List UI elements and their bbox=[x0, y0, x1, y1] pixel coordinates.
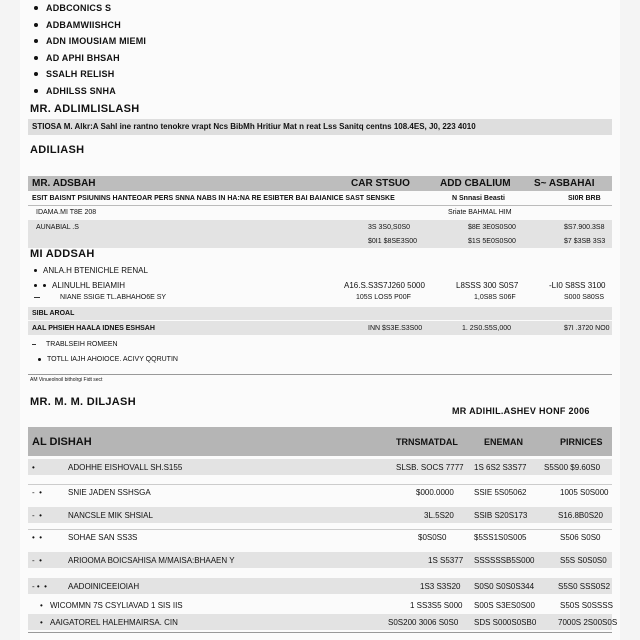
row-cell-2: SSSSSSB5S000 bbox=[474, 555, 535, 565]
bullet-item bbox=[34, 17, 146, 34]
sub-item bbox=[38, 356, 178, 363]
bullet-dot bbox=[34, 23, 38, 27]
row-cell-3: 1005 S0S000 bbox=[560, 488, 609, 497]
bullet-text: ADBCONICS S bbox=[46, 3, 112, 14]
table1-header-col1: CAR STSUO bbox=[351, 178, 410, 189]
sub-item bbox=[32, 341, 118, 348]
row-label: ARIOOMA BOICSAHISA M/MAISA:BHAAEN Y bbox=[68, 555, 235, 565]
table2-header-col3: PIRNICES bbox=[560, 436, 603, 447]
bullet-dot bbox=[34, 72, 38, 76]
table-row bbox=[28, 484, 612, 500]
bullet-text: ADN IMOUSIAM MIEMI bbox=[46, 36, 147, 47]
bullet-text: AD APHI BHSAH bbox=[46, 52, 120, 63]
bullet-dot bbox=[34, 284, 37, 287]
sub-item-label: TOTLL IAJH AHOIOCE. ACIVY QQRUTIN bbox=[47, 356, 178, 363]
sub-item-label: ALINULHL BEIAMIH bbox=[52, 281, 126, 290]
row-cell-1: $000.0000 bbox=[416, 488, 454, 497]
row-label: SNIE JADEN SSHSGA bbox=[68, 488, 151, 497]
sub-item bbox=[34, 294, 612, 301]
bullet-dot bbox=[34, 56, 38, 60]
table-row bbox=[28, 507, 612, 523]
bullet-dot bbox=[34, 269, 37, 272]
section-heading-4-right: MR ADIHIL.ASHEV HONF 2006 bbox=[452, 406, 590, 416]
table2-header-col1: TRNSMATDAL bbox=[396, 436, 458, 447]
total-row-c1: INN $S3E.S3S00 bbox=[368, 324, 423, 332]
info-band bbox=[28, 119, 612, 135]
row-cell-2: 1S 6S2 S3S77 bbox=[474, 462, 527, 472]
row-marker: - • • bbox=[32, 581, 47, 591]
row-cell-1: SLSB. SOCS 7777 bbox=[396, 462, 464, 472]
total-row-c2: 1. 2S0.S5S,000 bbox=[462, 324, 512, 332]
row-label: NANCSLE MIK SHSIAL bbox=[68, 510, 153, 520]
table-row bbox=[28, 614, 618, 630]
row-cell-1: S0S200 3006 S0S0 bbox=[388, 617, 459, 627]
sub-item-c1: A16.S.S3S7J260 5000 bbox=[344, 281, 425, 290]
total-row bbox=[28, 321, 612, 335]
row-cell-3: $S7.900.3S8 bbox=[564, 223, 605, 231]
divider bbox=[28, 632, 612, 633]
divider bbox=[28, 374, 612, 375]
table-row bbox=[28, 529, 612, 545]
table-row bbox=[28, 552, 612, 568]
table2-header-col0: AL DISHAH bbox=[32, 435, 92, 448]
row-label: WICOMMN 7S CSYLIAVAD 1 SIS IIS bbox=[50, 600, 183, 610]
bullet-text: SSALH RELISH bbox=[46, 69, 115, 80]
row-cell-1: 1S3 S3S20 bbox=[420, 581, 461, 591]
row-cell-2: S00S S3ES0S00 bbox=[474, 600, 535, 610]
table-row bbox=[28, 220, 612, 234]
sub-item-c2: 1,0S8S S06F bbox=[474, 294, 516, 301]
table1-header-col0: MR. ADSBAH bbox=[32, 178, 96, 189]
row-cell-3: S5S S0S0S0 bbox=[560, 555, 607, 565]
sub-item bbox=[34, 266, 148, 275]
row-cell-3: 7000S 2S00S0S bbox=[558, 617, 618, 627]
row-marker: - • bbox=[32, 510, 42, 520]
sub-item-label: ANLA.H BTENICHLE RENAL bbox=[43, 266, 148, 275]
bullet-item bbox=[34, 66, 146, 83]
footnote: AM Vinueolnoil bitholrgi Fidt sect bbox=[30, 377, 103, 383]
row-cell-2: $8E 3E0S0S00 bbox=[468, 223, 516, 231]
sub-item-c1: 105S LOS5 P00F bbox=[356, 294, 411, 301]
row-cell-2: Sriate BAHMAL HIM bbox=[448, 209, 512, 216]
row-marker: • bbox=[40, 600, 43, 610]
bullet-dot bbox=[34, 89, 38, 93]
document-page bbox=[20, 0, 620, 640]
bullet-item bbox=[34, 83, 146, 100]
dash-marker bbox=[34, 297, 40, 298]
bullet-item bbox=[34, 50, 146, 67]
table-row bbox=[28, 234, 612, 248]
table-row bbox=[28, 597, 612, 613]
table1-header-col2: ADD CBALIUM bbox=[440, 178, 511, 189]
row-marker: - • bbox=[32, 555, 42, 565]
row-cell-2: N Snnasi Beasti bbox=[452, 195, 505, 202]
table-row bbox=[28, 192, 612, 205]
row-cell-3: S50S S0SSSS bbox=[560, 600, 613, 610]
bullet-item bbox=[34, 33, 146, 50]
info-band-text: STIOSA M. Alkr:A Sahl ine rantno tenokre vrapt Ncs BibMh Hritiur Mat n reat Lss Sanitq centns 108.4ES, J0, 223 4010 bbox=[32, 122, 476, 131]
row-marker: • bbox=[40, 617, 43, 627]
total-row bbox=[28, 307, 612, 320]
table2-header bbox=[28, 427, 612, 456]
row-cell-1: $0I1 $8SE3S00 bbox=[368, 237, 418, 245]
bullet-dot bbox=[34, 6, 38, 10]
table-row bbox=[28, 206, 612, 219]
sub-item-c3: -LI0 S8SS 3100 bbox=[549, 281, 606, 290]
sub-item bbox=[34, 281, 612, 290]
bullet-item bbox=[34, 0, 146, 17]
row-cell-1: 1 SS3S5 S000 bbox=[410, 600, 463, 610]
row-cell-2: $1S 5E0S0S00 bbox=[468, 237, 516, 245]
total-row-label: AAL PHSIEH HAALA IDNES ESHSAH bbox=[32, 324, 155, 332]
section-heading-2: ADILIASH bbox=[30, 144, 85, 156]
row-cell-1: 3S 3S0,S0S0 bbox=[368, 223, 411, 231]
bullet-dot bbox=[34, 39, 38, 43]
row-marker: • bbox=[32, 462, 40, 472]
row-cell-2: SDS S000S0SB0 bbox=[474, 617, 537, 627]
dash-marker bbox=[32, 344, 36, 345]
sub-item-label: NIANE SSIGE TL.ABHAHO6E SY bbox=[60, 294, 167, 301]
table1-header bbox=[28, 176, 612, 191]
row-cell-3: S5S0 SSS0S2 bbox=[558, 581, 611, 591]
row-cell-1: 3L.5S20 bbox=[424, 510, 454, 520]
row-cell-3: S16.8B0S20 bbox=[558, 510, 603, 520]
row-cell-1: 1S S5377 bbox=[428, 555, 464, 565]
row-cell-1: $0S0S0 bbox=[418, 533, 447, 542]
sub-item-label: TRABLSEIH ROMEEN bbox=[46, 341, 118, 348]
section-heading-3: MI ADDSAH bbox=[30, 248, 95, 260]
sub-item-c3: S000 S80SS bbox=[564, 294, 605, 301]
table-row bbox=[28, 459, 612, 475]
table1-header-col3: S~ ASBAHAI bbox=[534, 178, 595, 189]
row-label: ESIT BAISNT PSIUNINS HANTEOAR PERS SNNA NABS IN HA:NA RE ESIBTER BAI BAIANICE SAST SENSKE bbox=[32, 195, 395, 202]
row-label: IDAMA.MI T8E 208 bbox=[36, 209, 97, 216]
row-label: SOHAE SAN SS3S bbox=[68, 533, 138, 542]
row-cell-2: S0S0 S0S0S344 bbox=[474, 581, 535, 591]
row-label: AUNABIAL .S bbox=[36, 223, 79, 231]
total-row-c3: $7I .3720 NO0 bbox=[564, 324, 610, 332]
row-label: ADOHHE EISHOVALL SH.S155 bbox=[68, 462, 183, 472]
bullet-text: ADBAMWIISHCH bbox=[46, 19, 121, 30]
section-heading-4: MR. M. M. DILJASH bbox=[30, 396, 136, 408]
row-label: AAIGATOREL HALEHMAIRSA. CIN bbox=[50, 617, 178, 627]
row-cell-3: $7 $3SB 3S3 bbox=[564, 237, 606, 245]
row-label: AADOINICEEIOIAH bbox=[68, 581, 140, 591]
row-cell-2: $5SS1S0S005 bbox=[474, 533, 527, 542]
section-heading-1: MR. ADLIMLISLASH bbox=[30, 103, 140, 115]
bullet-text: ADHILSS SNHA bbox=[46, 85, 116, 96]
bullet-dot bbox=[38, 358, 41, 361]
row-marker: - • bbox=[32, 488, 42, 497]
bullet-dot bbox=[43, 284, 46, 287]
table2-header-col2: ENEMAN bbox=[484, 436, 524, 447]
row-cell-3: SI0R BRB bbox=[568, 195, 601, 202]
sub-item-c2: L8SSS 300 S0S7 bbox=[456, 281, 519, 290]
row-cell-3: S506 S0S0 bbox=[560, 533, 601, 542]
table-row bbox=[28, 578, 612, 594]
total-row-label: SIBL AROAL bbox=[32, 310, 75, 317]
row-cell-2: SSIB S20S173 bbox=[474, 510, 528, 520]
row-cell-2: SSIE 5S05062 bbox=[474, 488, 527, 497]
row-marker: • • bbox=[32, 533, 43, 542]
row-cell-3: S5S00 $9.60S0 bbox=[544, 462, 601, 472]
bullet-list bbox=[34, 0, 146, 99]
